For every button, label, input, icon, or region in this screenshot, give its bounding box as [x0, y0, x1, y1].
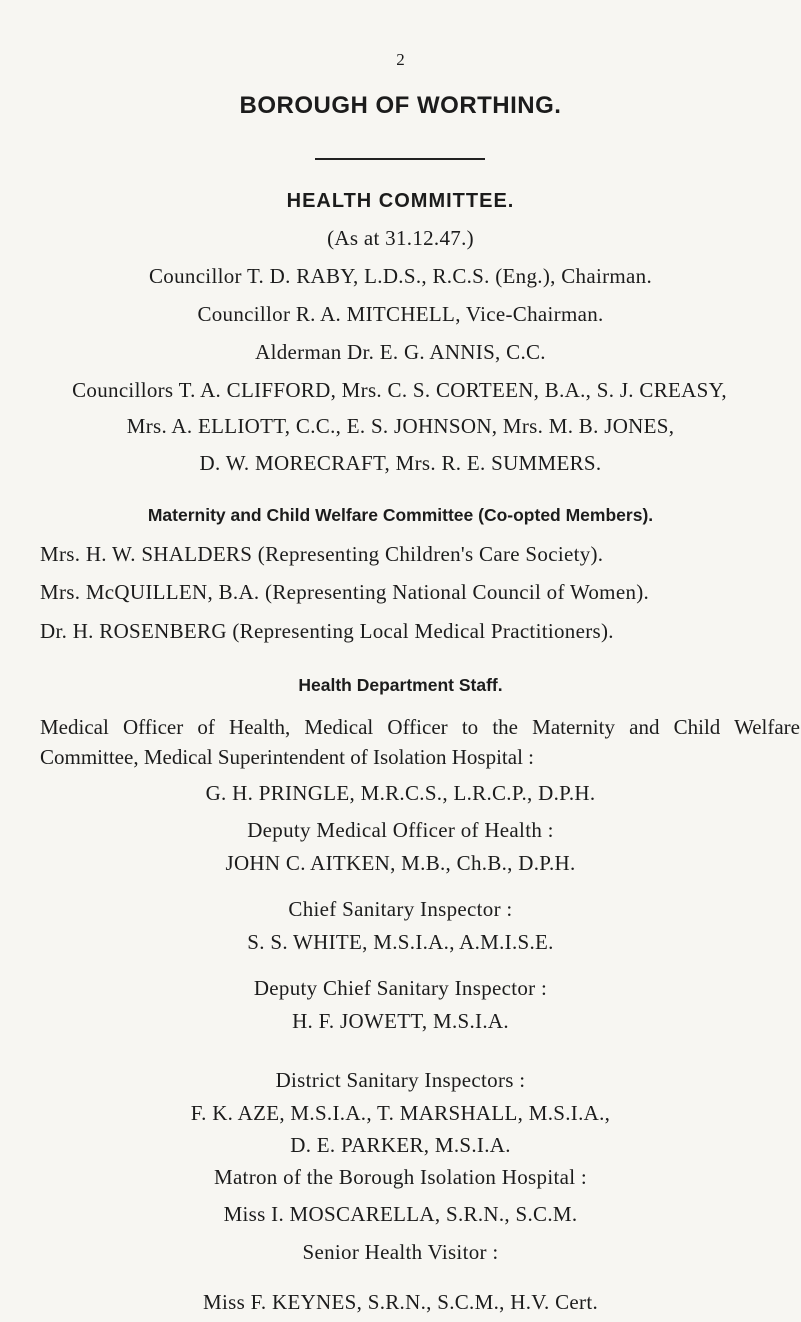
committee-member-line: Councillor R. A. MITCHELL, Vice-Chairman.	[197, 302, 604, 326]
committee-member-line: Alderman Dr. E. G. ANNIS, C.C.	[255, 340, 546, 364]
maternity-committee-heading: Maternity and Child Welfare Committee (Co-opted Members).	[147, 505, 654, 525]
staff-name: F. K. AZE, M.S.I.A., T. MARSHALL, M.S.I.A.,	[190, 1101, 611, 1125]
co-opted-member-line: Dr. H. ROSENBERG (Representing Local Medical Practitioners).	[40, 619, 614, 643]
co-opted-member-line: Mrs. H. W. SHALDERS (Representing Children's Care Society).	[40, 542, 604, 566]
committee-member-line: Councillors T. A. CLIFFORD, Mrs. C. S. CORTEEN, B.A., S. J. CREASY,	[72, 378, 727, 402]
staff-role: Matron of the Borough Isolation Hospital :	[213, 1165, 588, 1189]
staff-role: Chief Sanitary Inspector :	[288, 897, 513, 921]
committee-member-line: D. W. MORECRAFT, Mrs. R. E. SUMMERS.	[199, 451, 602, 475]
staff-name: Miss F. KEYNES, S.R.N., S.C.M., H.V. Cert.	[202, 1290, 599, 1314]
moh-description: Medical Officer of Health, Medical Officer to the Maternity and Child Welfare Committee, Medical Superintendent of Isolation Hospital :	[40, 715, 800, 769]
page-title: BOROUGH OF WORTHING.	[239, 92, 562, 119]
health-committee-heading: HEALTH COMMITTEE.	[286, 190, 515, 212]
staff-heading: Health Department Staff.	[298, 675, 503, 695]
staff-role: District Sanitary Inspectors :	[275, 1068, 526, 1092]
date-note: (As at 31.12.47.)	[327, 226, 474, 250]
committee-member-line: Mrs. A. ELLIOTT, C.C., E. S. JOHNSON, Mrs. M. B. JONES,	[126, 414, 675, 438]
committee-member-line: Councillor T. D. RABY, L.D.S., R.C.S. (Eng.), Chairman.	[148, 264, 652, 288]
divider-rule	[315, 158, 485, 160]
staff-name: JOHN C. AITKEN, M.B., Ch.B., D.P.H.	[225, 851, 576, 875]
staff-role: Senior Health Visitor :	[302, 1240, 499, 1264]
staff-name: D. E. PARKER, M.S.I.A.	[290, 1133, 511, 1157]
moh-name: G. H. PRINGLE, M.R.C.S., L.R.C.P., D.P.H.	[205, 781, 596, 805]
staff-name: Miss I. MOSCARELLA, S.R.N., S.C.M.	[223, 1202, 578, 1226]
staff-name: S. S. WHITE, M.S.I.A., A.M.I.S.E.	[247, 930, 554, 954]
staff-name: H. F. JOWETT, M.S.I.A.	[292, 1009, 509, 1033]
staff-role: Deputy Chief Sanitary Inspector :	[253, 976, 548, 1000]
co-opted-member-line: Mrs. McQUILLEN, B.A. (Representing National Council of Women).	[40, 580, 650, 604]
staff-role: Deputy Medical Officer of Health :	[247, 818, 554, 842]
page-number: 2	[396, 50, 405, 69]
